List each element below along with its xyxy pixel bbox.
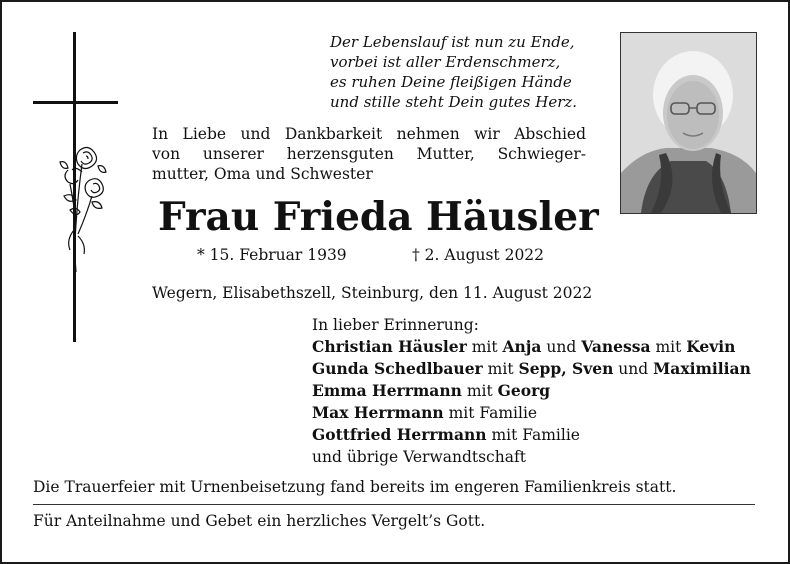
mourner-name: Gunda Schedlbauer bbox=[312, 359, 483, 378]
birth-date: * 15. Februar 1939 bbox=[197, 246, 347, 264]
connector: mit bbox=[471, 338, 498, 356]
connector: mit bbox=[487, 360, 514, 378]
connector: mit Familie bbox=[448, 404, 538, 422]
cross-arm bbox=[33, 101, 118, 104]
connector: und bbox=[546, 338, 577, 356]
portrait-photo bbox=[620, 32, 757, 214]
intro-line: mutter, Oma und Schwester bbox=[152, 165, 373, 183]
divider bbox=[33, 504, 755, 505]
connector: mit Familie bbox=[491, 426, 580, 444]
mourner-name: Emma Herrmann bbox=[312, 381, 462, 400]
mourner-name: Georg bbox=[497, 381, 551, 400]
mourner-name: Maximilian bbox=[653, 359, 751, 378]
mourners-heading: In lieber Erinnerung: bbox=[312, 316, 479, 334]
poem-line: es ruhen Deine fleißigen Hände bbox=[330, 73, 572, 91]
poem-line: und stille steht Dein gutes Herz. bbox=[330, 93, 578, 111]
ceremony-note: Die Trauerfeier mit Urnenbeisetzung fand bereits im engeren Familienkreis statt. bbox=[33, 478, 677, 496]
rose-icon bbox=[52, 140, 112, 275]
intro-line: von unserer herzensguten Mutter, Schwieger- bbox=[152, 145, 586, 163]
mourner-line bbox=[312, 402, 762, 424]
place-and-date: Wegern, Elisabethszell, Steinburg, den 11. August 2022 bbox=[152, 284, 593, 302]
poem bbox=[330, 32, 600, 112]
mourner-line bbox=[312, 380, 762, 402]
mourner-line bbox=[312, 358, 762, 380]
connector: mit bbox=[655, 338, 682, 356]
mourner-name: Max Herrmann bbox=[312, 403, 444, 422]
connector: mit bbox=[466, 382, 493, 400]
intro-line: In Liebe und Dankbarkeit nehmen wir Abschied bbox=[152, 125, 586, 143]
mourner-name: Anja bbox=[502, 337, 542, 356]
thanks-note: Für Anteilnahme und Gebet ein herzliches Vergelt’s Gott. bbox=[33, 512, 486, 530]
death-date: † 2. August 2022 bbox=[412, 246, 545, 264]
mourner-name: Vanessa bbox=[581, 337, 651, 356]
deceased-name: Frau Frieda Häusler bbox=[158, 194, 599, 240]
mourner-name: Christian Häusler bbox=[312, 337, 467, 356]
mourner-name: Gottfried Herrmann bbox=[312, 425, 487, 444]
mourner-line bbox=[312, 424, 762, 446]
mourners-list bbox=[312, 314, 762, 468]
poem-line: Der Lebenslauf ist nun zu Ende, bbox=[330, 33, 575, 51]
poem-line: vorbei ist aller Erdenschmerz, bbox=[330, 53, 561, 71]
intro-text bbox=[152, 124, 586, 184]
mourner-name: Sepp, Sven bbox=[518, 359, 614, 378]
mourner-line: und übrige Verwandtschaft bbox=[312, 448, 526, 466]
connector: und bbox=[618, 360, 649, 378]
mourner-line bbox=[312, 336, 762, 358]
mourner-name: Kevin bbox=[686, 337, 736, 356]
